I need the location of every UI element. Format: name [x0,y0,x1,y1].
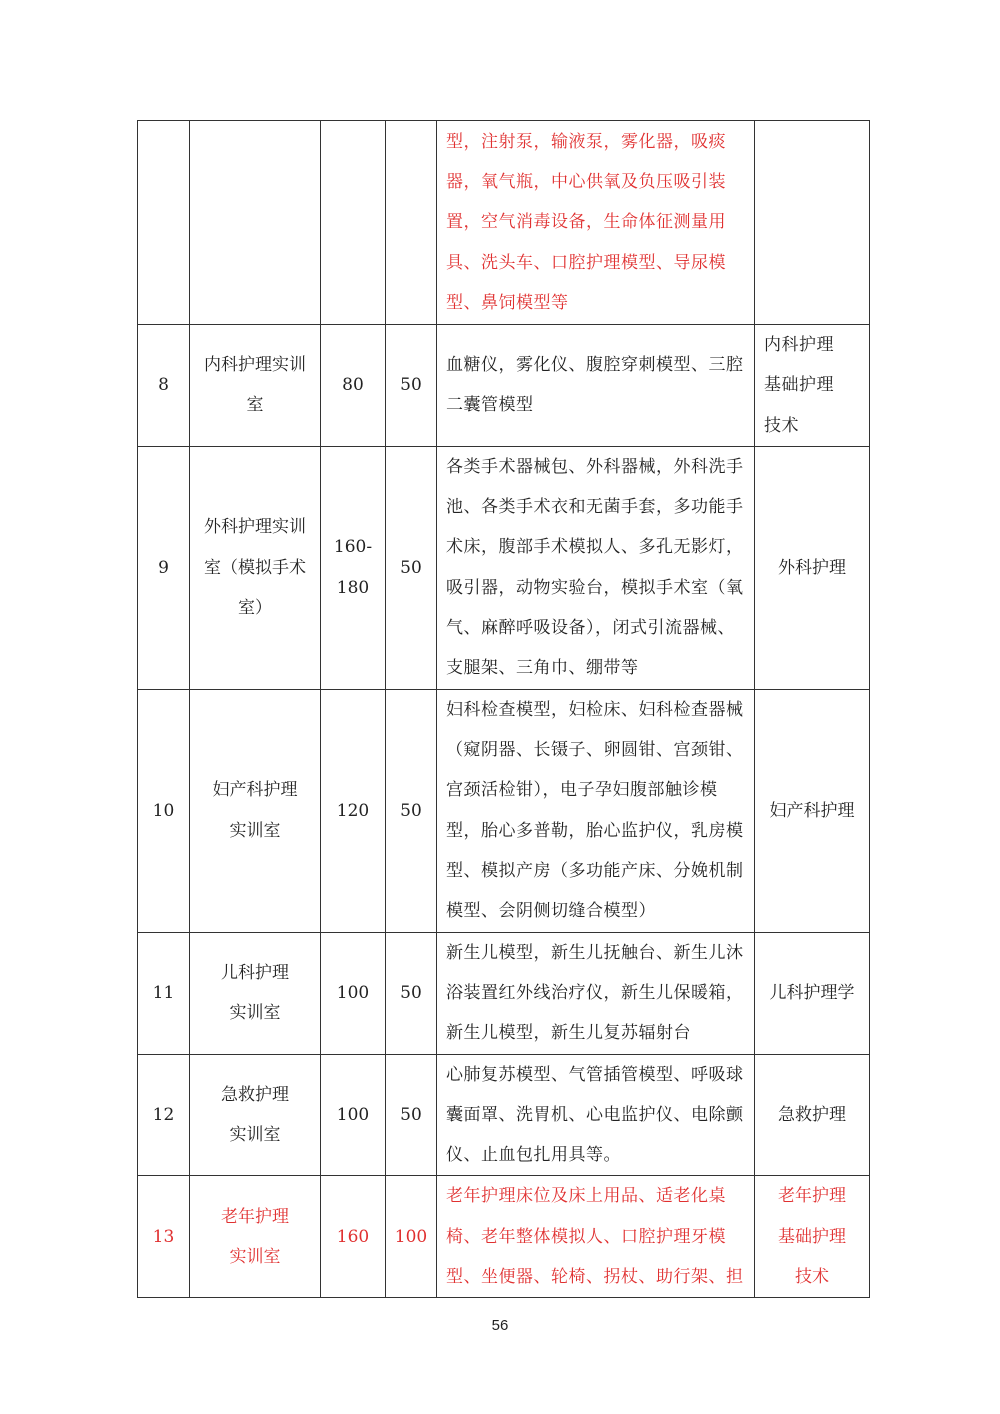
area-cell: 100 [321,932,386,1054]
equipment-cell [437,325,755,447]
row-number-cell: 12 [138,1054,190,1176]
course-line: 技术 [764,415,799,436]
stations-cell: 50 [386,932,437,1054]
room-name-cell [190,446,321,689]
equipment-line: 新生儿模型，新生儿抚触台、新生儿沐 [446,942,744,963]
equipment-cell [437,1176,755,1298]
courses-cell [755,689,870,932]
courses-cell [755,932,870,1054]
course-line: 基础护理 [778,1226,846,1247]
equipment-line: 浴装置红外线治疗仪，新生儿保暖箱， [446,982,744,1003]
equipment-line: 型、鼻饲模型等 [446,292,569,313]
equipment-line: 模型、会阴侧切缝合模型） [446,901,656,922]
equipment-line: 各类手术器械包、外科器械，外科洗手 [446,456,744,477]
courses-cell [755,121,870,325]
course-line: 妇产科护理 [769,800,855,821]
row-number-cell: 13 [138,1176,190,1298]
equipment-line: 气、麻醉呼吸设备），闭式引流器械、 [446,618,735,639]
table-row [138,1176,870,1298]
table-row [138,1054,870,1176]
table-row [138,446,870,689]
area-line: 180 [336,577,370,598]
courses-cell [755,325,870,447]
table-row [138,689,870,932]
courses-cell [755,1176,870,1298]
equipment-cell [437,446,755,689]
room-name-cell [190,121,321,325]
course-line: 技术 [795,1267,829,1288]
table-row [138,325,870,447]
area-cell: 80 [321,325,386,447]
course-line: 基础护理 [764,375,834,396]
room-name-line: 实训室 [229,820,281,841]
row-number-cell: 8 [138,325,190,447]
equipment-line: 型，胎心多普勒，胎心监护仪，乳房模 [446,820,744,841]
area-line: 160- [333,537,373,558]
equipment-line: （窥阴器、长镊子、卵圆钳、宫颈钳、 [446,740,744,761]
equipment-line: 池、各类手术衣和无菌手套，多功能手 [446,497,744,518]
stations-cell: 50 [386,1054,437,1176]
room-name-cell [190,1054,321,1176]
room-name-line: 室 [246,395,264,416]
area-cell: 160 [321,1176,386,1298]
room-name-line: 妇产科护理 [212,780,298,801]
courses-cell [755,1054,870,1176]
courses-cell [755,446,870,689]
area-cell: 120 [321,689,386,932]
room-name-cell [190,1176,321,1298]
room-name-line: 室） [238,597,272,618]
room-name-line: 实训室 [229,1246,281,1267]
equipment-cell [437,1054,755,1176]
equipment-line: 心肺复苏模型、气管插管模型、呼吸球 [446,1064,744,1085]
room-name-line: 急救护理 [221,1084,289,1105]
equipment-line: 型、坐便器、轮椅、拐杖、助行架、担 [446,1267,744,1288]
equipment-line: 术床，腹部手术模拟人、多孔无影灯， [446,537,744,558]
room-name-cell [190,325,321,447]
equipment-line: 椅、老年整体模拟人、口腔护理牙模 [446,1226,726,1247]
equipment-line: 二囊管模型 [446,395,534,416]
equipment-line: 支腿架、三角巾、绷带等 [446,658,639,679]
room-name-line: 实训室 [229,1003,281,1024]
equipment-line: 妇科检查模型，妇检床、妇科检查器械 [446,699,744,720]
equipment-cell [437,689,755,932]
table-row [138,121,870,325]
room-name-line: 室（模拟手术 [204,557,306,578]
equipment-line: 吸引器，动物实验台，模拟手术室（氧 [446,577,744,598]
room-name-line: 实训室 [229,1125,281,1145]
equipment-line: 具、洗头车、口腔护理模型、导尿模 [446,252,726,273]
course-line: 儿科护理学 [769,982,855,1003]
equipment-line: 型，注射泵，输液泵，雾化器，吸痰 [446,131,726,152]
equipment-line: 型、模拟产房（多功能产床、分娩机制 [446,860,744,881]
training-room-table [137,120,870,1298]
stations-cell: 50 [386,689,437,932]
room-name-line: 外科护理实训 [204,517,306,538]
room-name-line: 老年护理 [221,1206,289,1227]
course-line: 内科护理 [764,335,834,355]
room-name-line: 内科护理实训 [204,355,306,376]
area-cell: 100 [321,1054,386,1176]
row-number-cell: 9 [138,446,190,689]
course-line: 外科护理 [778,557,846,578]
equipment-cell [437,121,755,325]
area-cell [321,121,386,325]
row-number-cell: 10 [138,689,190,932]
room-name-cell [190,932,321,1054]
table-row [138,932,870,1054]
room-name-line: 儿科护理 [221,962,289,983]
stations-cell [386,121,437,325]
page-number: 56 [491,1317,509,1334]
equipment-line: 老年护理床位及床上用品、适老化桌 [446,1186,726,1207]
course-line: 老年护理 [778,1186,846,1207]
equipment-line: 新生儿模型，新生儿复苏辐射台 [446,1023,691,1044]
stations-cell: 50 [386,325,437,447]
equipment-line: 器，氧气瓶，中心供氧及负压吸引装 [446,172,726,193]
equipment-line: 仪、止血包扎用具等。 [446,1145,621,1166]
area-cell [321,446,386,689]
row-number-cell [138,121,190,325]
row-number-cell: 11 [138,932,190,1054]
room-name-cell [190,689,321,932]
equipment-line: 囊面罩、洗胃机、心电监护仪、电除颤 [446,1104,744,1125]
stations-cell: 100 [386,1176,437,1298]
equipment-line: 置，空气消毒设备，生命体征测量用 [446,212,726,233]
course-line: 急救护理 [778,1104,846,1125]
equipment-line: 血糖仪，雾化仪、腹腔穿刺模型、三腔 [446,355,744,376]
stations-cell: 50 [386,446,437,689]
equipment-cell [437,932,755,1054]
equipment-line: 宫颈活检钳），电子孕妇腹部触诊模 [446,780,718,801]
